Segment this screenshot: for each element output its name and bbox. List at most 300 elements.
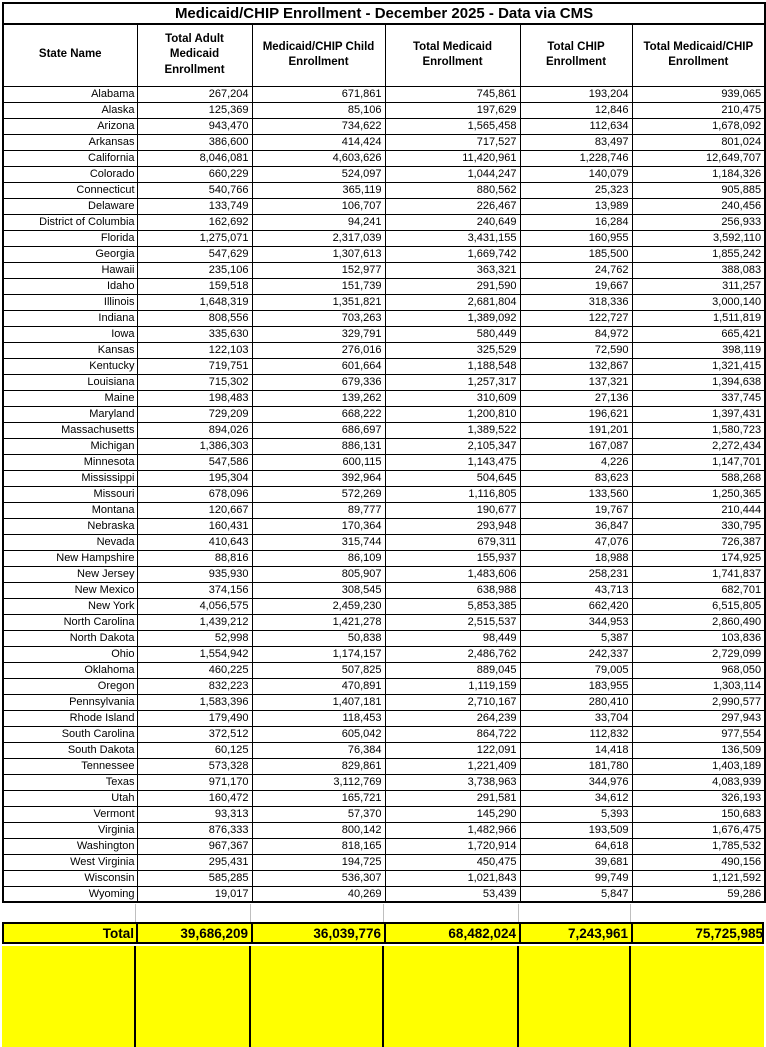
table-row [3,182,765,198]
enrollment-value-cell: 1,669,742 [385,246,520,262]
enrollment-value-cell: 4,226 [520,454,632,470]
enrollment-value-cell: 3,738,963 [385,774,520,790]
state-name-cell: Virginia [3,822,137,838]
column-header-total-medicaid-chip: Total Medicaid/CHIP Enrollment [632,24,765,86]
state-name-cell: District of Columbia [3,214,137,230]
enrollment-value-cell: 2,515,537 [385,614,520,630]
enrollment-value-cell: 410,643 [137,534,252,550]
state-name-cell: Mississippi [3,470,137,486]
total-row-label: Total [4,924,138,942]
enrollment-value-cell: 3,112,769 [252,774,385,790]
enrollment-value-cell: 372,512 [137,726,252,742]
enrollment-value-cell: 1,676,475 [632,822,765,838]
state-name-cell: Michigan [3,438,137,454]
enrollment-value-cell: 106,707 [252,198,385,214]
state-name-cell: Minnesota [3,454,137,470]
enrollment-value-cell: 162,692 [137,214,252,230]
enrollment-value-cell: 50,838 [252,630,385,646]
table-row [3,614,765,630]
enrollment-value-cell: 40,269 [252,886,385,902]
enrollment-value-cell: 160,431 [137,518,252,534]
enrollment-value-cell: 1,200,810 [385,406,520,422]
enrollment-value-cell: 112,634 [520,118,632,134]
enrollment-value-cell: 140,079 [520,166,632,182]
enrollment-value-cell: 12,846 [520,102,632,118]
enrollment-value-cell: 889,045 [385,662,520,678]
enrollment-value-cell: 84,972 [520,326,632,342]
enrollment-value-cell: 159,518 [137,278,252,294]
total-child-enrollment-value: 36,039,776 [253,924,386,942]
state-name-cell: California [3,150,137,166]
enrollment-value-cell: 174,925 [632,550,765,566]
enrollment-value-cell: 344,976 [520,774,632,790]
enrollment-value-cell: 99,749 [520,870,632,886]
state-name-cell: Idaho [3,278,137,294]
enrollment-value-cell: 601,664 [252,358,385,374]
table-row [3,326,765,342]
enrollment-value-cell: 1,403,189 [632,758,765,774]
table-row [3,214,765,230]
state-name-cell: New Hampshire [3,550,137,566]
enrollment-value-cell: 16,284 [520,214,632,230]
enrollment-value-cell: 264,239 [385,710,520,726]
enrollment-value-cell: 291,590 [385,278,520,294]
enrollment-value-cell: 2,486,762 [385,646,520,662]
enrollment-value-cell: 19,017 [137,886,252,902]
enrollment-value-cell: 2,317,039 [252,230,385,246]
enrollment-value-cell: 25,323 [520,182,632,198]
enrollment-value-cell: 808,556 [137,310,252,326]
enrollment-value-cell: 5,853,385 [385,598,520,614]
enrollment-value-cell: 315,744 [252,534,385,550]
state-name-cell: South Carolina [3,726,137,742]
enrollment-value-cell: 977,554 [632,726,765,742]
table-row [3,150,765,166]
table-row [3,710,765,726]
enrollment-value-cell: 2,105,347 [385,438,520,454]
enrollment-value-cell: 256,933 [632,214,765,230]
state-name-cell: West Virginia [3,854,137,870]
enrollment-value-cell: 150,683 [632,806,765,822]
enrollment-value-cell: 210,444 [632,502,765,518]
enrollment-value-cell: 600,115 [252,454,385,470]
enrollment-value-cell: 19,667 [520,278,632,294]
enrollment-value-cell: 43,713 [520,582,632,598]
enrollment-value-cell: 295,431 [137,854,252,870]
state-name-cell: Florida [3,230,137,246]
cutoff-cell [136,946,251,1047]
enrollment-value-cell: 1,554,942 [137,646,252,662]
enrollment-value-cell: 36,847 [520,518,632,534]
table-row [3,86,765,102]
enrollment-value-cell: 1,720,914 [385,838,520,854]
enrollment-value-cell: 3,000,140 [632,294,765,310]
enrollment-value-cell: 293,948 [385,518,520,534]
enrollment-value-cell: 3,431,155 [385,230,520,246]
enrollment-value-cell: 210,475 [632,102,765,118]
enrollment-value-cell: 880,562 [385,182,520,198]
enrollment-value-cell: 297,943 [632,710,765,726]
enrollment-value-cell: 2,860,490 [632,614,765,630]
table-row [3,582,765,598]
enrollment-value-cell: 1,221,409 [385,758,520,774]
enrollment-value-cell: 729,209 [137,406,252,422]
enrollment-value-cell: 1,397,431 [632,406,765,422]
table-row [3,774,765,790]
enrollment-value-cell: 363,321 [385,262,520,278]
enrollment-value-cell: 198,483 [137,390,252,406]
enrollment-value-cell: 1,228,746 [520,150,632,166]
enrollment-value-cell: 308,545 [252,582,385,598]
column-header-child-enrollment: Medicaid/CHIP Child Enrollment [252,24,385,86]
header-row [3,24,765,86]
enrollment-value-cell: 1,407,181 [252,694,385,710]
enrollment-value-cell: 734,622 [252,118,385,134]
table-row [3,262,765,278]
table-row [3,118,765,134]
enrollment-value-cell: 191,201 [520,422,632,438]
enrollment-value-cell: 190,677 [385,502,520,518]
table-row [3,502,765,518]
enrollment-value-cell: 258,231 [520,566,632,582]
enrollment-value-cell: 318,336 [520,294,632,310]
enrollment-value-cell: 98,449 [385,630,520,646]
state-name-cell: Ohio [3,646,137,662]
table-row [3,790,765,806]
table-row [3,822,765,838]
enrollment-value-cell: 1,147,701 [632,454,765,470]
state-name-cell: Colorado [3,166,137,182]
state-name-cell: Vermont [3,806,137,822]
state-name-cell: Arkansas [3,134,137,150]
enrollment-value-cell: 13,989 [520,198,632,214]
enrollment-value-cell: 1,678,092 [632,118,765,134]
table-row [3,486,765,502]
spacer-cell [136,904,251,922]
enrollment-value-cell: 662,420 [520,598,632,614]
enrollment-value-cell: 19,767 [520,502,632,518]
table-row [3,230,765,246]
enrollment-value-cell: 818,165 [252,838,385,854]
table-row [3,390,765,406]
enrollment-value-cell: 1,648,319 [137,294,252,310]
table-row [3,438,765,454]
enrollment-value-cell: 136,509 [632,742,765,758]
enrollment-value-cell: 88,816 [137,550,252,566]
enrollment-value-cell: 585,285 [137,870,252,886]
enrollment-value-cell: 665,421 [632,326,765,342]
table-row [3,278,765,294]
enrollment-value-cell: 1,121,592 [632,870,765,886]
enrollment-value-cell: 14,418 [520,742,632,758]
enrollment-value-cell: 240,649 [385,214,520,230]
enrollment-value-cell: 85,106 [252,102,385,118]
enrollment-value-cell: 195,304 [137,470,252,486]
enrollment-value-cell: 329,791 [252,326,385,342]
cutoff-cell [251,946,384,1047]
table-row [3,374,765,390]
enrollment-value-cell: 971,170 [137,774,252,790]
enrollment-value-cell: 2,710,167 [385,694,520,710]
enrollment-value-cell: 1,307,613 [252,246,385,262]
state-name-cell: New Mexico [3,582,137,598]
enrollment-value-cell: 197,629 [385,102,520,118]
cutoff-cell [2,946,136,1047]
enrollment-value-cell: 4,083,939 [632,774,765,790]
enrollment-value-cell: 2,681,804 [385,294,520,310]
enrollment-value-cell: 170,364 [252,518,385,534]
enrollment-value-cell: 905,885 [632,182,765,198]
enrollment-value-cell: 540,766 [137,182,252,198]
table-row [3,406,765,422]
enrollment-value-cell: 2,272,434 [632,438,765,454]
enrollment-value-cell: 1,421,278 [252,614,385,630]
enrollment-value-cell: 53,439 [385,886,520,902]
enrollment-value-cell: 24,762 [520,262,632,278]
enrollment-value-cell: 76,384 [252,742,385,758]
state-name-cell: Nebraska [3,518,137,534]
enrollment-value-cell: 11,420,961 [385,150,520,166]
enrollment-value-cell: 132,867 [520,358,632,374]
enrollment-value-cell: 93,313 [137,806,252,822]
enrollment-value-cell: 572,269 [252,486,385,502]
table-row [3,294,765,310]
enrollment-value-cell: 547,629 [137,246,252,262]
enrollment-value-cell: 125,369 [137,102,252,118]
enrollment-table [2,2,766,903]
enrollment-value-cell: 805,907 [252,566,385,582]
state-name-cell: Pennsylvania [3,694,137,710]
enrollment-value-cell: 335,630 [137,326,252,342]
enrollment-value-cell: 139,262 [252,390,385,406]
enrollment-value-cell: 60,125 [137,742,252,758]
table-row [3,694,765,710]
enrollment-value-cell: 450,475 [385,854,520,870]
enrollment-value-cell: 120,667 [137,502,252,518]
table-row [3,870,765,886]
state-name-cell: Iowa [3,326,137,342]
enrollment-value-cell: 12,649,707 [632,150,765,166]
enrollment-value-cell: 374,156 [137,582,252,598]
enrollment-value-cell: 267,204 [137,86,252,102]
table-row [3,838,765,854]
enrollment-value-cell: 226,467 [385,198,520,214]
enrollment-value-cell: 580,449 [385,326,520,342]
enrollment-value-cell: 72,590 [520,342,632,358]
enrollment-value-cell: 1,116,805 [385,486,520,502]
state-name-cell: Tennessee [3,758,137,774]
title-row [3,3,765,24]
enrollment-value-cell: 660,229 [137,166,252,182]
enrollment-value-cell: 242,337 [520,646,632,662]
state-name-cell: Maine [3,390,137,406]
enrollment-value-cell: 1,021,843 [385,870,520,886]
enrollment-value-cell: 167,087 [520,438,632,454]
enrollment-value-cell: 715,302 [137,374,252,390]
enrollment-value-cell: 1,439,212 [137,614,252,630]
enrollment-value-cell: 5,387 [520,630,632,646]
table-row [3,134,765,150]
enrollment-value-cell: 679,336 [252,374,385,390]
enrollment-value-cell: 876,333 [137,822,252,838]
enrollment-value-cell: 160,955 [520,230,632,246]
state-name-cell: North Dakota [3,630,137,646]
state-name-cell: Kentucky [3,358,137,374]
enrollment-value-cell: 703,263 [252,310,385,326]
enrollment-value-cell: 122,727 [520,310,632,326]
enrollment-value-cell: 122,091 [385,742,520,758]
table-row [3,358,765,374]
state-name-cell: North Carolina [3,614,137,630]
enrollment-value-cell: 1,044,247 [385,166,520,182]
enrollment-value-cell: 1,184,326 [632,166,765,182]
enrollment-value-cell: 1,188,548 [385,358,520,374]
state-name-cell: Kansas [3,342,137,358]
enrollment-value-cell: 310,609 [385,390,520,406]
enrollment-value-cell: 1,386,303 [137,438,252,454]
spacer-cell [519,904,631,922]
enrollment-value-cell: 894,026 [137,422,252,438]
enrollment-value-cell: 151,739 [252,278,385,294]
column-header-adult-medicaid: Total Adult Medicaid Enrollment [137,24,252,86]
table-row [3,854,765,870]
table-row [3,518,765,534]
enrollment-value-cell: 1,511,819 [632,310,765,326]
cutoff-cell [384,946,519,1047]
enrollment-value-cell: 864,722 [385,726,520,742]
enrollment-value-cell: 832,223 [137,678,252,694]
enrollment-value-cell: 6,515,805 [632,598,765,614]
table-row [3,598,765,614]
state-name-cell: Wyoming [3,886,137,902]
enrollment-value-cell: 1,275,071 [137,230,252,246]
table-row [3,726,765,742]
enrollment-value-cell: 137,321 [520,374,632,390]
enrollment-value-cell: 1,321,415 [632,358,765,374]
enrollment-value-cell: 179,490 [137,710,252,726]
enrollment-value-cell: 83,497 [520,134,632,150]
state-name-cell: Massachusetts [3,422,137,438]
enrollment-value-cell: 47,076 [520,534,632,550]
enrollment-value-cell: 34,612 [520,790,632,806]
enrollment-value-cell: 671,861 [252,86,385,102]
enrollment-value-cell: 64,618 [520,838,632,854]
table-row [3,806,765,822]
enrollment-value-cell: 152,977 [252,262,385,278]
state-name-cell: Rhode Island [3,710,137,726]
enrollment-value-cell: 330,795 [632,518,765,534]
column-header-total-chip: Total CHIP Enrollment [520,24,632,86]
enrollment-value-cell: 240,456 [632,198,765,214]
enrollment-value-cell: 726,387 [632,534,765,550]
spacer-cell [631,904,764,922]
enrollment-value-cell: 79,005 [520,662,632,678]
enrollment-value-cell: 193,204 [520,86,632,102]
enrollment-value-cell: 181,780 [520,758,632,774]
enrollment-value-cell: 1,250,365 [632,486,765,502]
table-row [3,102,765,118]
enrollment-value-cell: 1,394,638 [632,374,765,390]
enrollment-value-cell: 800,142 [252,822,385,838]
state-name-cell: Indiana [3,310,137,326]
enrollment-value-cell: 968,050 [632,662,765,678]
enrollment-value-cell: 59,286 [632,886,765,902]
spacer-row [2,904,764,922]
enrollment-value-cell: 27,136 [520,390,632,406]
table-row [3,470,765,486]
table-row [3,246,765,262]
enrollment-value-cell: 5,847 [520,886,632,902]
table-row [3,646,765,662]
enrollment-value-cell: 638,988 [385,582,520,598]
total-adult-medicaid-value: 39,686,209 [138,924,253,942]
enrollment-value-cell: 94,241 [252,214,385,230]
enrollment-value-cell: 235,106 [137,262,252,278]
enrollment-value-cell: 326,193 [632,790,765,806]
enrollment-value-cell: 935,930 [137,566,252,582]
enrollment-value-cell: 2,729,099 [632,646,765,662]
enrollment-value-cell: 386,600 [137,134,252,150]
state-name-cell: Montana [3,502,137,518]
table-row [3,198,765,214]
table-row [3,566,765,582]
state-name-cell: Louisiana [3,374,137,390]
enrollment-value-cell: 745,861 [385,86,520,102]
enrollment-value-cell: 678,096 [137,486,252,502]
enrollment-value-cell: 344,953 [520,614,632,630]
enrollment-value-cell: 33,704 [520,710,632,726]
enrollment-value-cell: 1,855,242 [632,246,765,262]
enrollment-value-cell: 160,472 [137,790,252,806]
enrollment-value-cell: 145,290 [385,806,520,822]
enrollment-value-cell: 280,410 [520,694,632,710]
enrollment-value-cell: 4,056,575 [137,598,252,614]
state-name-cell: Maryland [3,406,137,422]
enrollment-value-cell: 717,527 [385,134,520,150]
enrollment-value-cell: 719,751 [137,358,252,374]
table-row [3,342,765,358]
state-name-cell: Alaska [3,102,137,118]
page-title: Medicaid/CHIP Enrollment - December 2025 - Data via CMS [3,3,765,24]
enrollment-value-cell: 5,393 [520,806,632,822]
enrollment-value-cell: 165,721 [252,790,385,806]
enrollment-value-cell: 2,990,577 [632,694,765,710]
table-row [3,662,765,678]
state-name-cell: Missouri [3,486,137,502]
enrollment-value-cell: 588,268 [632,470,765,486]
enrollment-value-cell: 2,459,230 [252,598,385,614]
enrollment-value-cell: 1,389,522 [385,422,520,438]
cutoff-cell [519,946,631,1047]
enrollment-value-cell: 682,701 [632,582,765,598]
enrollment-value-cell: 414,424 [252,134,385,150]
enrollment-value-cell: 83,623 [520,470,632,486]
enrollment-value-cell: 573,328 [137,758,252,774]
enrollment-value-cell: 118,453 [252,710,385,726]
enrollment-value-cell: 1,785,532 [632,838,765,854]
total-chip-value: 7,243,961 [521,924,633,942]
table-row [3,422,765,438]
enrollment-value-cell: 4,603,626 [252,150,385,166]
column-header-total-medicaid: Total Medicaid Enrollment [385,24,520,86]
state-name-cell: Utah [3,790,137,806]
enrollment-value-cell: 291,581 [385,790,520,806]
enrollment-value-cell: 133,749 [137,198,252,214]
enrollment-value-cell: 1,580,723 [632,422,765,438]
enrollment-value-cell: 1,143,475 [385,454,520,470]
state-name-cell: South Dakota [3,742,137,758]
enrollment-value-cell: 504,645 [385,470,520,486]
